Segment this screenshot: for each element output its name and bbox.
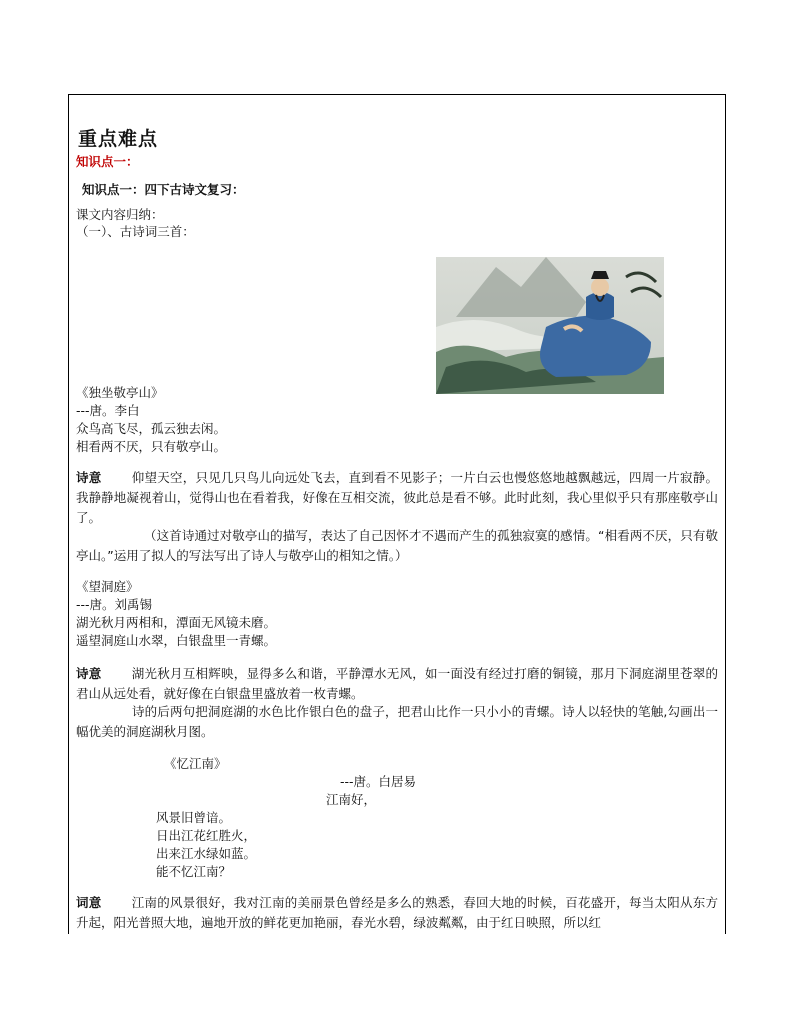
- poem1-line: 众鸟高飞尽，孤云独去闲。: [76, 421, 227, 436]
- poem3-title: 《忆江南》: [164, 756, 227, 771]
- poem2-line: 遥望洞庭山水翠，白银盘里一青螺。: [76, 633, 277, 648]
- poem3-line: 能不忆江南？: [156, 864, 232, 879]
- poem2-title: 《望洞庭》: [76, 579, 139, 594]
- poem2-line: 湖光秋月两相和，潭面无风镜未磨。: [76, 615, 277, 630]
- poem2-meaning: [76, 664, 718, 704]
- poem3-line: 日出江花红胜火，: [156, 828, 257, 843]
- poem2-author: ---唐。刘禹锡: [76, 597, 153, 612]
- meaning-text: 湖光秋月互相辉映，显得多么和谐，平静潭水无风，如一面没有经过打磨的铜镜，那月下洞庭湖里苍翠的君山从远处看，就好像在白银盘里盛放着一枚青螺。: [76, 666, 718, 701]
- meaning-label: 诗意: [76, 666, 102, 681]
- poem3-meaning: [76, 893, 718, 933]
- poem1-title: 《独坐敬亭山》: [76, 385, 164, 400]
- meaning-text: 仰望天空，只见几只鸟儿向远处飞去，直到看不见影子；一片白云也慢悠悠地越飘越远，四周一片寂静。我静静地凝视着山，觉得山也在看着我，好像在互相交流，彼此总是看不够。此时此刻，我心里似乎只有那座敬亭山了。: [76, 470, 718, 525]
- group-label: （一）、古诗词三首：: [76, 224, 195, 239]
- poem3-line: 出来江水绿如蓝。: [156, 846, 257, 861]
- meaning-label: 诗意: [76, 470, 102, 485]
- painting-icon: [436, 257, 664, 394]
- meaning-text: 江南的风景很好，我对江南的美丽景色曾经是多么的熟悉，春回大地的时候，百花盛开，每当太阳从东方升起，阳光普照大地，遍地开放的鲜花更加艳丽，春光水碧，绿波粼粼，由于红日映照，所以红: [76, 895, 718, 930]
- poem3-line: 江南好，: [326, 792, 377, 807]
- summary-label: 课文内容归纳：: [76, 207, 164, 222]
- poem1-author: ---唐。李白: [76, 403, 140, 418]
- painting-image: [436, 257, 664, 394]
- knowledge-point-heading: 知识点一：四下古诗文复习：: [82, 182, 245, 197]
- poem3-line: 风景旧曾谙。: [156, 810, 232, 825]
- knowledge-point-red: 知识点一：: [76, 154, 139, 169]
- poem1-line: 相看两不厌，只有敬亭山。: [76, 439, 227, 454]
- poem1-note: （这首诗通过对敬亭山的描写，表达了自己因怀才不遇而产生的孤独寂寞的感情。“相看两不厌，只有敬亭山。”运用了拟人的写法写出了诗人与敬亭山的相知之情。）: [76, 528, 718, 563]
- poem3-author: ---唐。白居易: [340, 774, 417, 789]
- meaning-label: 词意: [76, 895, 102, 910]
- poem2-note: 诗的后两句把洞庭湖的水色比作银白色的盘子，把君山比作一只小小的青螺。诗人以轻快的笔触,勾画出一幅优美的洞庭湖秋月图。: [76, 704, 718, 739]
- page-title: 重点难点: [78, 128, 159, 150]
- poem1-meaning: [76, 468, 718, 528]
